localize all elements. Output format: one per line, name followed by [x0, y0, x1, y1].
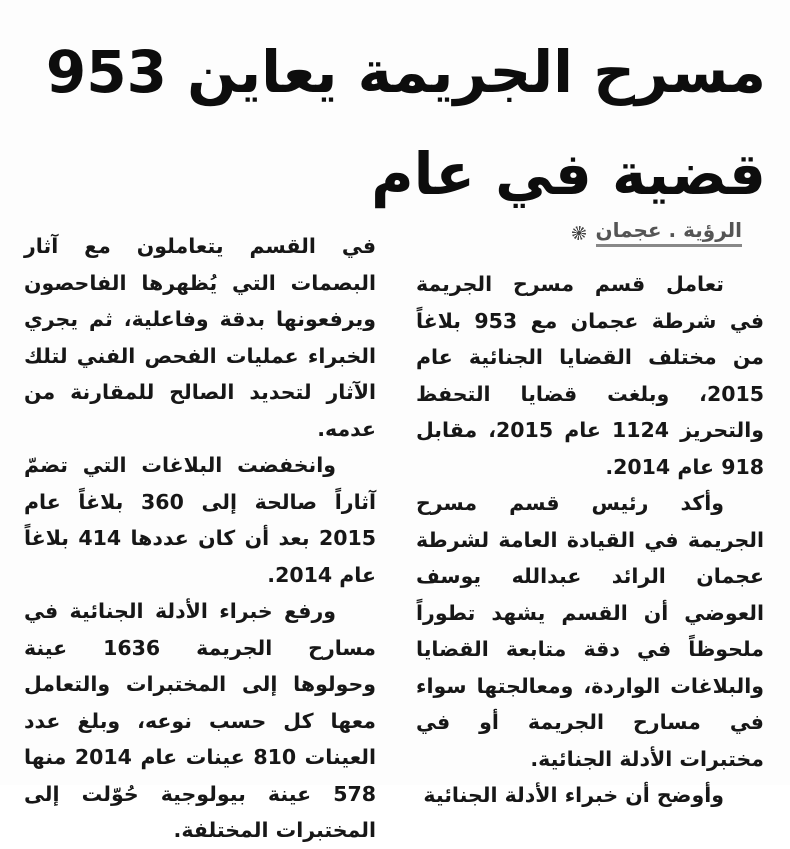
paragraph: وأوضح أن خبراء الأدلة الجنائية [423, 783, 724, 807]
paragraph: في القسم يتعاملون مع آثار البصمات التي يُظهرها الفاحصون ويرفعونها بدقة وفاعلية، ثم يجري الخبراء عمليات الفحص الفني لتلك الآثار لتحديد الصالح للمقارنة من عدمه. [24, 234, 376, 441]
paragraph: ورفع خبراء الأدلة الجنائية في مسارح الجريمة 1636 عينة وحولوها إلى المختبرات والتعامل معها كل حسب نوعه، وبلغ عدد العينات 810 عينات عام 2014 منها 578 عينة بيولوجية حُوّلت إلى المختبرات المختلفة. [24, 599, 376, 842]
paragraph: وانخفضت البلاغات التي تضمّ آثاراً صالحة إلى 360 بلاغاً عام 2015 بعد أن كان عددها 414 بلاغاً عام 2014. [24, 453, 376, 587]
article-column-left [24, 228, 376, 849]
publication-logo-icon [572, 226, 586, 240]
headline-line-1: مسرح الجريمة يعاين 953 [45, 38, 766, 106]
byline [566, 218, 742, 247]
byline-source: الرؤية . عجمان [596, 218, 742, 247]
headline-line-2: قضية في عام [371, 140, 766, 208]
paragraph: تعامل قسم مسرح الجريمة في شرطة عجمان مع 953 بلاغاً من مختلف القضايا الجنائية عام 2015، وبلغت قضايا التحفظ والتحريز 1124 عام 2015، مقابل 918 عام 2014. [416, 272, 764, 479]
paragraph: وأكد رئيس قسم مسرح الجريمة في القيادة العامة لشرطة عجمان الرائد عبدالله يوسف العوضي أن القسم يشهد تطوراً ملحوظاً في دقة متابعة القضايا والبلاغات الواردة، ومعالجتها سواء في مسارح الجريمة أو في مختبرات الأدلة الجنائية. [416, 491, 764, 771]
article-column-right [416, 266, 764, 814]
